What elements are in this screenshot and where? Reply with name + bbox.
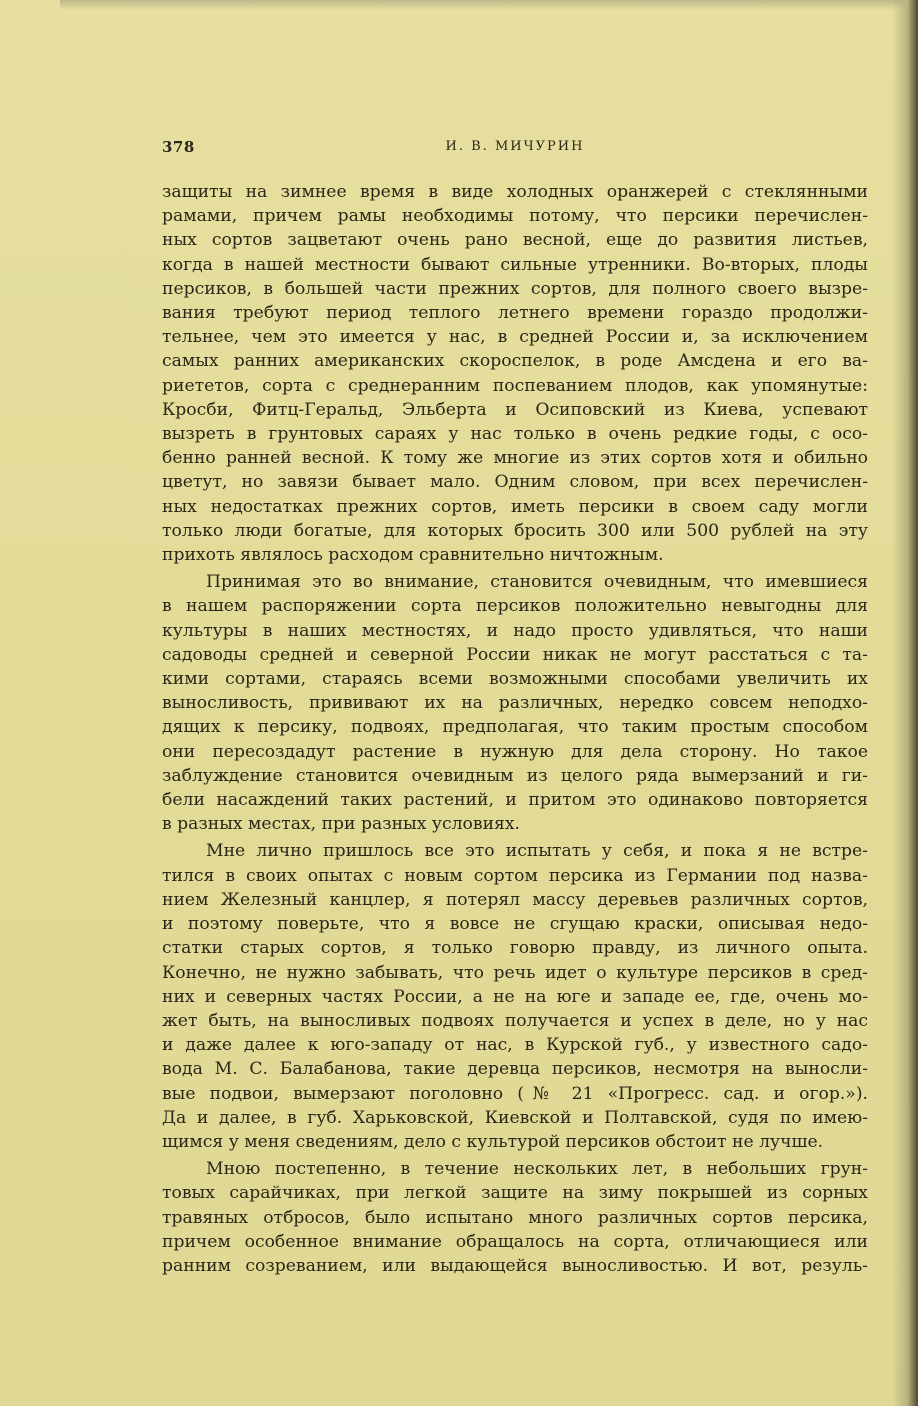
text-line: вания требуют период теплого летнего времени гораздо продолжи- xyxy=(162,303,868,324)
paragraph xyxy=(162,180,868,567)
page-header xyxy=(162,138,868,164)
text-line: ных недостатках прежних сортов, иметь персики в своем саду могли xyxy=(162,496,868,517)
paragraph xyxy=(162,570,868,836)
running-head: И. В. МИЧУРИН xyxy=(445,139,585,154)
text-line: они пересоздадут растение в нужную для дела сторону. Но такое xyxy=(162,741,868,762)
text-line: них и северных частях России, а не на юге и западе ее, где, очень мо- xyxy=(162,986,868,1007)
text-line: вые подвои, вымерзают поголовно (№ 21 «Прогресс. сад. и огор.»). xyxy=(162,1083,868,1104)
text-line: причем особенное внимание обращалось на сорта, отличающиеся или xyxy=(162,1231,868,1252)
body-text xyxy=(162,180,868,1278)
text-line: Кросби, Фитц-Геральд, Эльберта и Осиповский из Киева, успевают xyxy=(162,399,868,420)
text-line: прихоть являлось расходом сравнительно ничтожным. xyxy=(162,545,664,566)
text-line: ных сортов зацветают очень рано весной, еще до развития листьев, xyxy=(162,230,868,251)
text-line: вызреть в грунтовых сараях у нас только в очень редкие годы, с осо- xyxy=(162,424,868,445)
paragraph xyxy=(162,839,868,1154)
text-line: травяных отбросов, было испытано много различных сортов персика, xyxy=(162,1207,868,1228)
page-number: 378 xyxy=(162,138,195,156)
page-top-edge xyxy=(60,0,918,10)
text-line: Мне лично пришлось все это испытать у себя, и пока я не встре- xyxy=(206,841,868,862)
text-line: щимся у меня сведениям, дело с культурой персиков обстоит не лучше. xyxy=(162,1131,824,1152)
text-line: тился в своих опытах с новым сортом персика из Германии под назва- xyxy=(162,865,868,886)
text-line: персиков, в большей части прежних сортов, для полного своего вызре- xyxy=(162,278,868,299)
text-line: рамами, причем рамы необходимы потому, что персики перечислен- xyxy=(162,206,868,227)
text-line: статки старых сортов, я только говорю правду, из личного опыта. xyxy=(162,938,868,959)
text-line: самых ранних американских скороспелок, в роде Амсдена и его ва- xyxy=(162,351,868,372)
text-line: тельнее, чем это имеется у нас, в средней России и, за исключением xyxy=(162,327,868,348)
text-line: садоводы средней и северной России никак не могут расстаться с та- xyxy=(162,644,868,665)
text-line: Принимая это во внимание, становится очевидным, что имевшиеся xyxy=(206,572,868,593)
text-line: дящих к персику, подвоях, предполагая, что таким простым способом xyxy=(162,717,868,738)
text-line: кими сортами, стараясь всеми возможными способами увеличить их xyxy=(162,669,868,690)
paragraph xyxy=(162,1157,868,1278)
text-line: выносливость, прививают их на различных, нередко совсем неподхо- xyxy=(162,693,868,714)
text-line: заблуждение становится очевидным из целого ряда вымерзаний и ги- xyxy=(162,765,868,786)
text-line: Мною постепенно, в течение нескольких лет, в небольших грун- xyxy=(206,1159,868,1180)
text-line: Да и далее, в губ. Харьковской, Киевской и Полтавской, судя по имею- xyxy=(162,1107,868,1128)
text-line: бенно ранней весной. К тому же многие из этих сортов хотя и обильно xyxy=(162,448,868,469)
text-line: защиты на зимнее время в виде холодных оранжерей с стеклянными xyxy=(162,182,868,202)
text-line: риететов, сорта с среднеранним поспеванием плодов, как упомянутые: xyxy=(162,375,868,396)
page-binding-shadow xyxy=(892,0,918,1406)
text-line: жет быть, на выносливых подвоях получается и успех в деле, но у нас xyxy=(162,1010,868,1031)
text-line: и поэтому поверьте, что я вовсе не сгущаю краски, описывая недо- xyxy=(162,914,868,935)
text-line: товых сарайчиках, при легкой защите на зиму покрышей из сорных xyxy=(162,1183,868,1204)
text-line: в нашем распоряжении сорта персиков положительно невыгодны для xyxy=(162,596,868,617)
text-line: цветут, но завязи бывает мало. Одним словом, при всех перечислен- xyxy=(162,472,868,493)
text-line: ранним созреванием, или выдающейся выносливостью. И вот, резуль- xyxy=(162,1255,868,1276)
text-line: культуры в наших местностях, и надо просто удивляться, что наши xyxy=(162,620,868,641)
text-line: Конечно, не нужно забывать, что речь идет о культуре персиков в сред- xyxy=(162,962,868,983)
text-line: в разных местах, при разных условиях. xyxy=(162,814,521,835)
text-line: вода М. С. Балабанова, такие деревца персиков, несмотря на выносли- xyxy=(162,1059,868,1080)
text-line: и даже далее к юго-западу от нас, в Курской губ., у известного садо- xyxy=(162,1035,868,1056)
text-line: когда в нашей местности бывают сильные утренники. Во-вторых, плоды xyxy=(162,254,868,275)
text-line: только люди богатые, для которых бросить 300 или 500 рублей на эту xyxy=(162,520,868,541)
text-line: бели насаждений таких растений, и притом это одинаково повторяется xyxy=(162,790,868,811)
text-line: нием Железный канцлер, я потерял массу деревьев различных сортов, xyxy=(162,889,868,910)
